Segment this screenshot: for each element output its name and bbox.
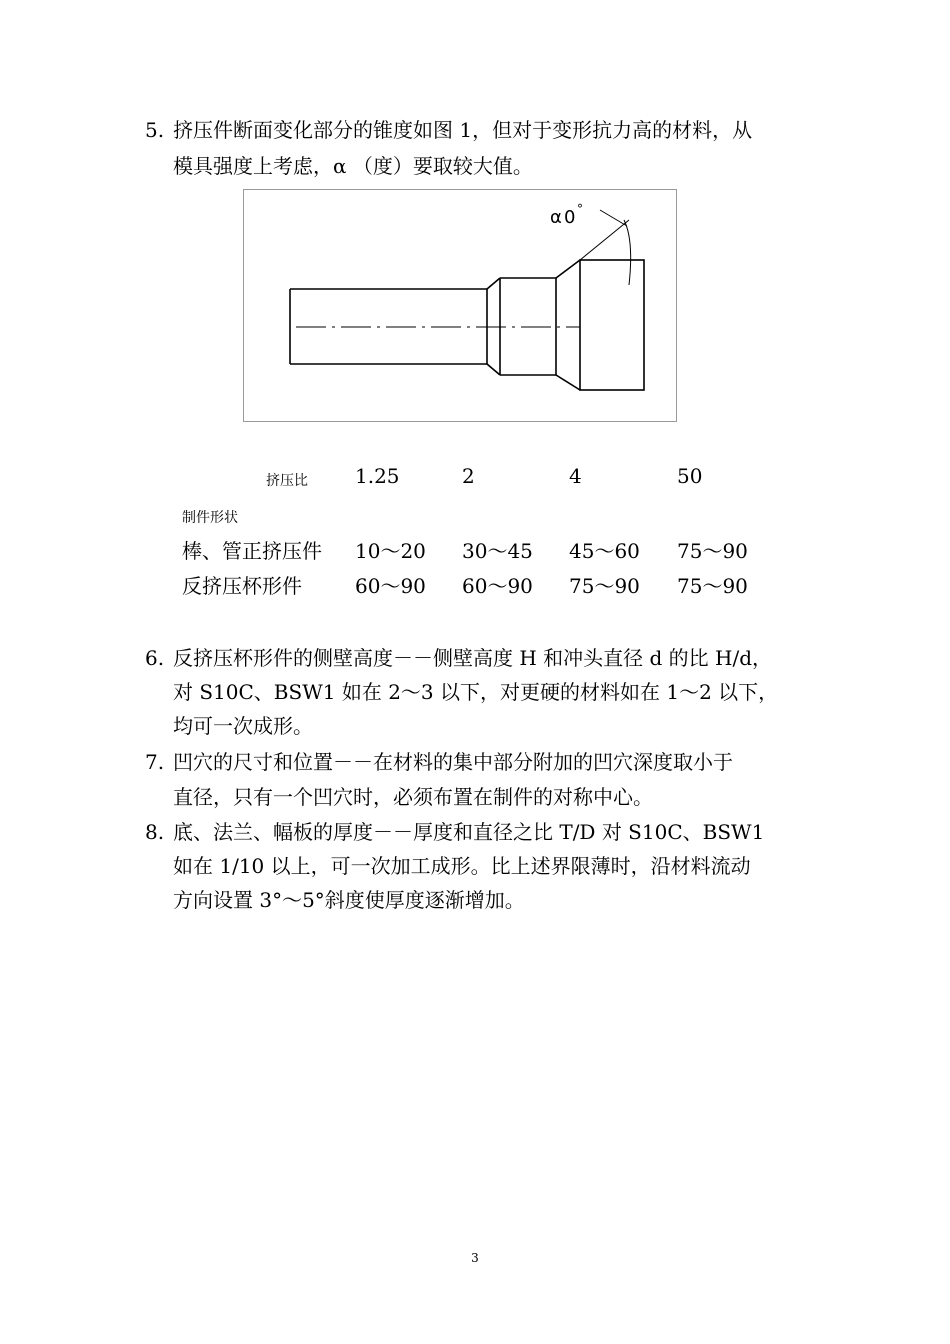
table-cell: 75～90 bbox=[677, 574, 748, 598]
column-header: 1.25 bbox=[355, 464, 400, 488]
item-text-line: 模具强度上考虑，α （度）要取较大值。 bbox=[173, 154, 533, 178]
item-number: 7. bbox=[145, 750, 165, 774]
item-text-line: 挤压件断面变化部分的锥度如图 1，但对于变形抗力高的材料，从 bbox=[173, 118, 753, 142]
degree-mark: ° bbox=[577, 202, 583, 216]
table-cell: 60～90 bbox=[462, 574, 533, 598]
item-text-line: 反挤压杯形件的侧壁高度－－侧壁高度 H 和冲头直径 d 的比 H/d， bbox=[173, 646, 773, 670]
angle-value: 0 bbox=[564, 207, 576, 228]
column-header: 50 bbox=[677, 464, 703, 488]
item-text-line: 底、法兰、幅板的厚度－－厚度和直径之比 T/D 对 S10C、BSW1 bbox=[173, 820, 765, 844]
item-number: 8. bbox=[145, 820, 165, 844]
table-cell: 10～20 bbox=[355, 539, 426, 563]
table-cell: 75～90 bbox=[569, 574, 640, 598]
item-text-line: 方向设置 3°～5°斜度使厚度逐渐增加。 bbox=[173, 888, 525, 912]
figure-1 bbox=[243, 189, 677, 422]
item-number: 6. bbox=[145, 646, 165, 670]
item-text-line: 对 S10C、BSW1 如在 2～3 以下，对更硬的材料如在 1～2 以下， bbox=[173, 680, 779, 704]
table-cell: 60～90 bbox=[355, 574, 426, 598]
item-text-line: 凹穴的尺寸和位置－－在材料的集中部分附加的凹穴深度取小于 bbox=[173, 750, 733, 774]
table-cell: 30～45 bbox=[462, 539, 533, 563]
column-header: 2 bbox=[462, 464, 475, 488]
header-shape-label: 制件形状 bbox=[182, 510, 238, 526]
row-label: 反挤压杯形件 bbox=[182, 574, 302, 598]
table-cell: 45～60 bbox=[569, 539, 640, 563]
item-text-line: 直径，只有一个凹穴时，必须布置在制件的对称中心。 bbox=[173, 785, 653, 809]
item-text-line: 如在 1/10 以上，可一次加工成形。比上述界限薄时，沿材料流动 bbox=[173, 854, 751, 878]
angle-label: α bbox=[550, 207, 562, 228]
header-ratio-label: 挤压比 bbox=[266, 473, 308, 489]
item-number: 5. bbox=[145, 118, 165, 142]
table-cell: 75～90 bbox=[677, 539, 748, 563]
item-text-line: 均可一次成形。 bbox=[173, 714, 313, 738]
row-label: 棒、管正挤压件 bbox=[182, 539, 322, 563]
page-number: 3 bbox=[471, 1251, 479, 1265]
shaft-drawing bbox=[244, 190, 678, 423]
column-header: 4 bbox=[569, 464, 582, 488]
